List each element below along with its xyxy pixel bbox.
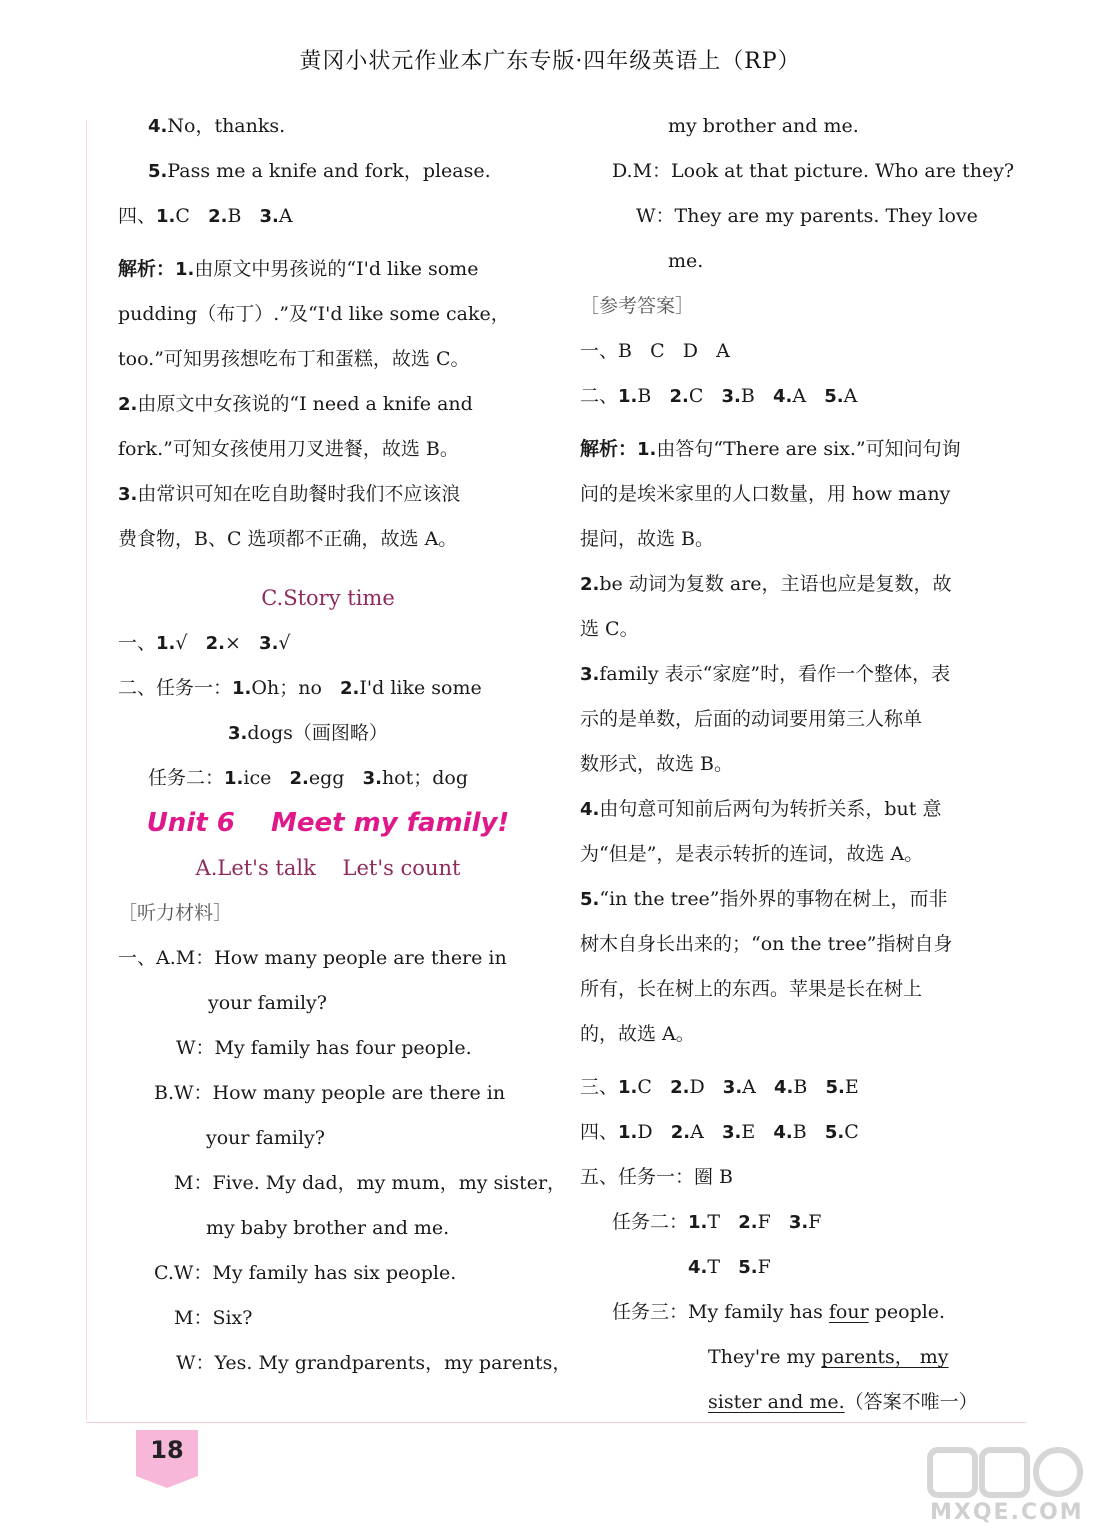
analysis-line: 2.由原文中女孩说的“I need a knife and [118, 393, 473, 415]
analysis-line: too.”可知男孩想吃布丁和蛋糕，故选 C。 [118, 348, 470, 370]
analysis-line: 问的是埃米家里的人口数量，用 how many [580, 483, 951, 505]
margin-rule [86, 120, 87, 1420]
analysis-line: 提问，故选 B。 [580, 528, 715, 550]
analysis-line: 2.be 动词为复数 are，主语也应是复数，故 [580, 573, 952, 595]
dialogue-line: D.M：Look at that picture. Who are they? [612, 160, 1015, 182]
footer-rule [86, 1422, 1026, 1423]
answer-line: 三、1.C 2.D 3.A 4.B 5.E [580, 1076, 859, 1098]
analysis-line: 数形式，故选 B。 [580, 753, 734, 775]
answer-line: sister and me.（答案不唯一） [708, 1391, 978, 1413]
analysis-line: 解析：1.由原文中男孩说的“I'd like some [118, 258, 479, 280]
analysis-line: 5.“in the tree”指外界的事物在树上，而非 [580, 888, 948, 910]
dialogue-line: your family? [208, 992, 327, 1014]
analysis-line: fork.”可知女孩使用刀叉进餐，故选 B。 [118, 438, 459, 460]
answer-line: 五、任务一：圈 B [580, 1166, 734, 1188]
answer-line: 5.Pass me a knife and fork，please. [148, 160, 491, 182]
answer-line: 一、1.√ 2.× 3.√ [118, 632, 291, 654]
dialogue-line: me. [668, 250, 704, 272]
dialogue-line: W：Yes. My grandparents，my parents， [176, 1352, 572, 1374]
answer-line: 3.dogs（画图略） [228, 722, 388, 744]
analysis-line: 选 C。 [580, 618, 639, 640]
analysis-line: 的，故选 A。 [580, 1023, 695, 1045]
unit-title: Unit 6 Meet my family! [146, 808, 510, 838]
listening-label: ［听力材料］ [118, 902, 233, 924]
analysis-line: 3.由常识可知在吃自助餐时我们不应该浪 [118, 483, 461, 505]
dialogue-line: your family? [206, 1127, 325, 1149]
analysis-line: 解析：1.由答句“There are six.”可知问句询 [580, 438, 961, 460]
answer-line: 四、1.D 2.A 3.E 4.B 5.C [580, 1121, 859, 1143]
answer-line: 二、1.B 2.C 3.B 4.A 5.A [580, 385, 858, 407]
analysis-line: 树木自身长出来的；“on the tree”指树自身 [580, 933, 953, 955]
answer-line: 任务三：My family has four people. [612, 1301, 946, 1323]
section-title: A.Let's talk Let's count [195, 856, 461, 880]
analysis-line: 费食物，B、C 选项都不正确，故选 A。 [118, 528, 458, 550]
page-header: 黄冈小状元作业本广东专版·四年级英语上（RP） [299, 49, 801, 74]
analysis-line: 4.由句意可知前后两句为转折关系，but 意 [580, 798, 942, 820]
left-column [118, 104, 572, 1386]
dialogue-line: W：My family has four people. [176, 1037, 472, 1059]
answer-line: 任务二：1.ice 2.egg 3.hot；dog [148, 767, 469, 789]
right-column [580, 104, 1015, 1425]
answer-line: 一、B C D A [580, 340, 730, 362]
dialogue-line: W：They are my parents. They love [636, 205, 978, 227]
answer-line: They're my parents， my [708, 1346, 949, 1368]
section-title: C.Story time [261, 586, 395, 610]
dialogue-line: 一、A.M：How many people are there in [118, 947, 507, 969]
answer-line: 四、1.C 2.B 3.A [118, 205, 293, 227]
answer-key-label: ［参考答案］ [580, 295, 695, 317]
analysis-line: 所有，长在树上的东西。苹果是长在树上 [580, 978, 923, 1000]
answer-line: 任务二：1.T 2.F 3.F [612, 1211, 822, 1233]
answer-line: 二、任务一：1.Oh；no 2.I'd like some [118, 677, 482, 699]
page-number: 18 [136, 1430, 198, 1476]
analysis-line: 示的是单数，后面的动词要用第三人称单 [580, 708, 923, 730]
dialogue-line: my brother and me. [668, 115, 859, 137]
dialogue-line: my baby brother and me. [206, 1217, 450, 1239]
dialogue-line: M：Six? [174, 1307, 253, 1329]
analysis-line: pudding（布丁）.”及“I'd like some cake， [118, 303, 510, 325]
watermark-text: MXQE.COM [930, 1500, 1084, 1525]
answer-line: 4.No，thanks. [148, 115, 286, 137]
analysis-line: 为“但是”，是表示转折的连词，故选 A。 [580, 843, 924, 865]
dialogue-line: B.W：How many people are there in [154, 1082, 506, 1104]
answer-line: 4.T 5.F [688, 1256, 771, 1278]
dialogue-line: M：Five. My dad，my mum，my sister， [174, 1172, 567, 1194]
analysis-line: 3.family 表示“家庭”时，看作一个整体，表 [580, 663, 951, 685]
dialogue-line: C.W：My family has six people. [154, 1262, 457, 1284]
